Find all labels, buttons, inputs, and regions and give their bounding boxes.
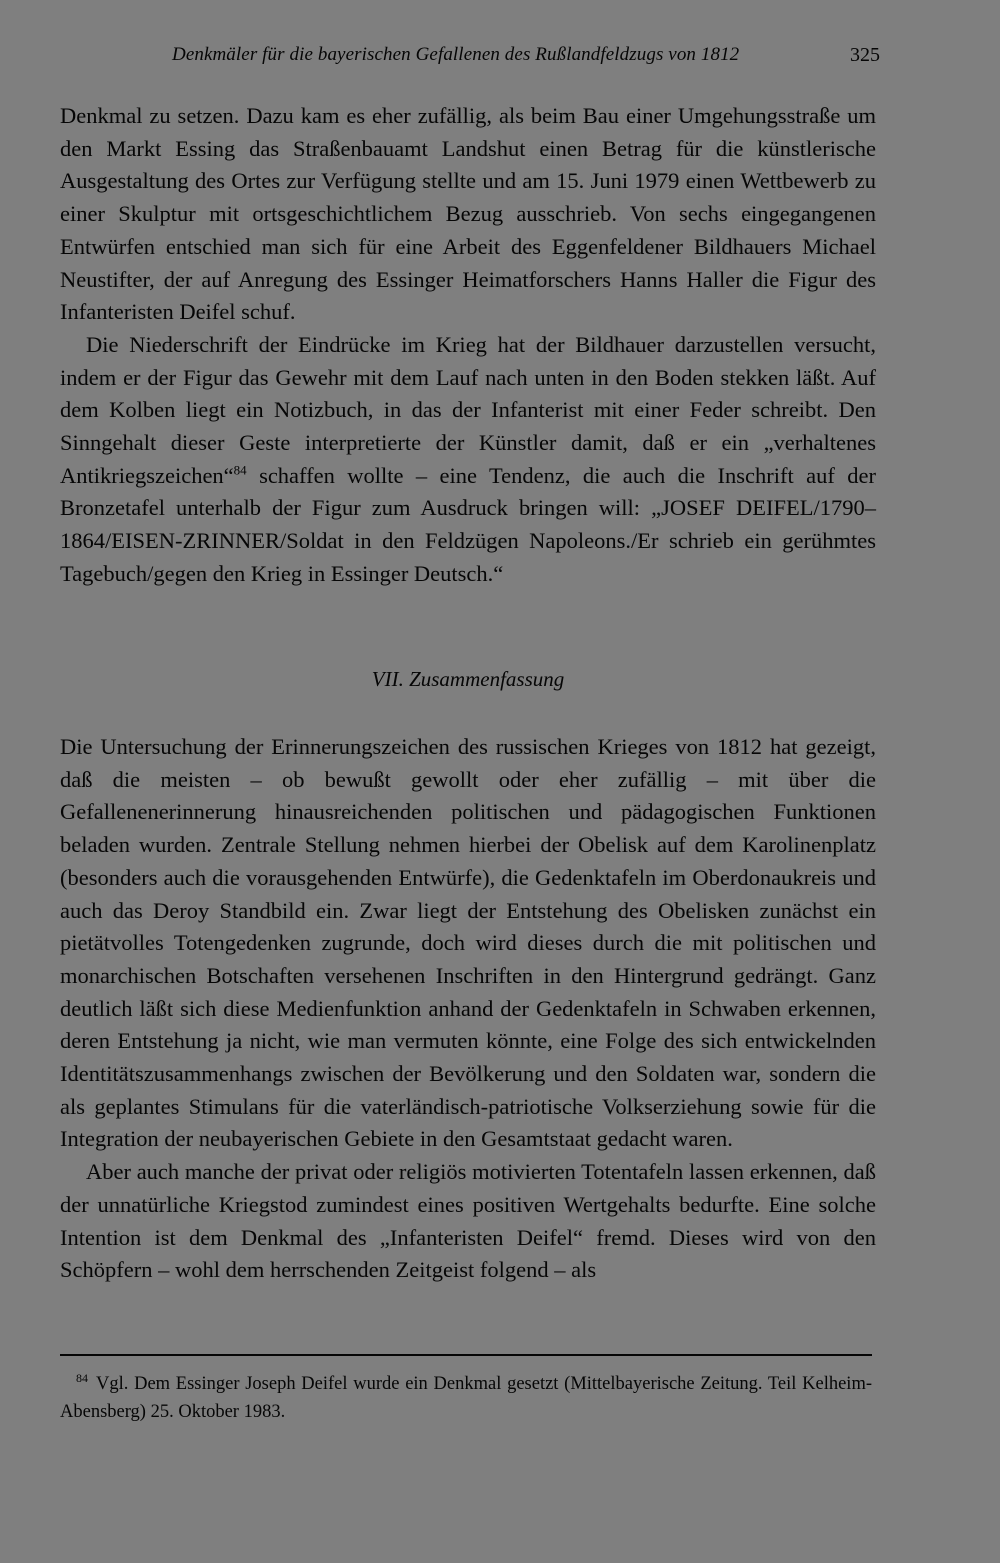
paragraph-deifel-inscription (60, 329, 876, 591)
footnote (60, 1370, 872, 1426)
footnote-text: Vgl. Dem Essinger Joseph Deifel wurde ein Denkmal gesetzt (Mittelbayerische Zeitung. Teil Kelheim-Abensberg) 25. Oktober 1983. (60, 1374, 872, 1422)
summary-paragraph-2: Aber auch manche der privat oder religiös motivierten Totentafeln lassen erkennen, daß der unnatürliche Kriegstod zumindest eines positiven Wertgehalts bedurfte. Eine solche Intention ist dem Denkmal des „Infanteristen Deifel“ fremd. Dieses wird von den Schöpfern – wohl dem herrschenden Zeitgeist folgend – als (60, 1159, 876, 1283)
body-text-summary (60, 731, 876, 1287)
summary-paragraph-1: Die Untersuchung der Erinnerungszeichen des russischen Krieges von 1812 hat gezeigt, daß die meisten – ob bewußt gewollt oder eher zufällig – mit über die Gefallenenerinnerung hinausreichenden politischen und pädagogischen Funktionen beladen wurden. Zentrale Stellung nehmen hierbei der Obelisk auf dem Karolinenplatz (besonders auch die vorausgehenden Entwürfe), die Gedenktafeln im Oberdonaukreis und auch das Deroy Standbild ein. Zwar liegt der Entstehung des Obelisken zunächst ein pietätvolles Totengedenken zugrunde, doch wird dieses durch die mit politischen und monarchischen Botschaften versehenen Inschriften in den Hintergrund gedrängt. Ganz deutlich läßt sich diese Medienfunktion anhand der Gedenktafeln in Schwaben erkennen, deren Entstehung ja nicht, wie man vermuten könnte, eine Folge des sich entwickelnden Identitätszusammenhangs zwischen der Bevölkerung und den Soldaten war, sondern die als geplantes Stimulans für die vaterländisch-patriotische Volkserziehung sowie für die Integration der neubayerischen Gebiete in den Gesamtstaat gedacht waren. (60, 734, 876, 1152)
paragraph-text-before-footnote: Die Niederschrift der Eindrücke im Krieg hat der Bildhauer darzustellen versucht, indem er der Figur das Gewehr mit dem Lauf nach unten in den Boden stekken läßt. Auf dem Kolben liegt ein Notizbuch, in das der Infanterist mit einer Feder schreibt. Den Sinngehalt dieser Geste interpretierte der Künstler damit, daß er ein „verhaltenes Antikriegszeichen“ (60, 331, 876, 488)
section-heading: VII. Zusammenfassung (371, 667, 565, 691)
paragraph-text-after-footnote: schaffen wollte – eine Tendenz, die auch die Inschrift auf der Bronzetafel unterhalb der Figur zum Ausdruck bringen will: „JOSEF DEIFEL/1790–1864/EISEN-ZRINNER/Soldat in den Feldzügen Napoleons./Er schrieb ein gerühmtes Tagebuch/gegen den Krieg in Essinger Deutsch.“ (60, 462, 876, 586)
running-header (60, 38, 880, 72)
paragraph-continued: Denkmal zu setzen. Dazu kam es eher zufällig, als beim Bau einer Umgehungsstraße um den Markt Essing das Straßenbauamt Landshut einen Betrag für die künstlerische Ausgestaltung des Ortes zur Verfügung stellte und am 15. Juni 1979 einen Wettbewerb zu einer Skulptur mit ortsgeschichtlichem Bezug ausschrieb. Von sechs eingegangenen Entwürfen entschied man sich für eine Arbeit des Eggenfeldener Bildhauers Michael Neustifter, der auf Anregung des Essinger Heimatforschers Hanns Haller die Figur des Infanteristen Deifel schuf. (60, 103, 876, 325)
body-text-top (60, 100, 876, 591)
running-title: Denkmäler für die bayerischen Gefallenen des Rußlandfeldzugs von 1812 (172, 44, 740, 65)
footnote-reference[interactable]: 84 (233, 462, 247, 478)
footnote-number: 84 (76, 1370, 88, 1385)
footnote-divider (60, 1354, 872, 1356)
page-number: 325 (850, 44, 880, 66)
